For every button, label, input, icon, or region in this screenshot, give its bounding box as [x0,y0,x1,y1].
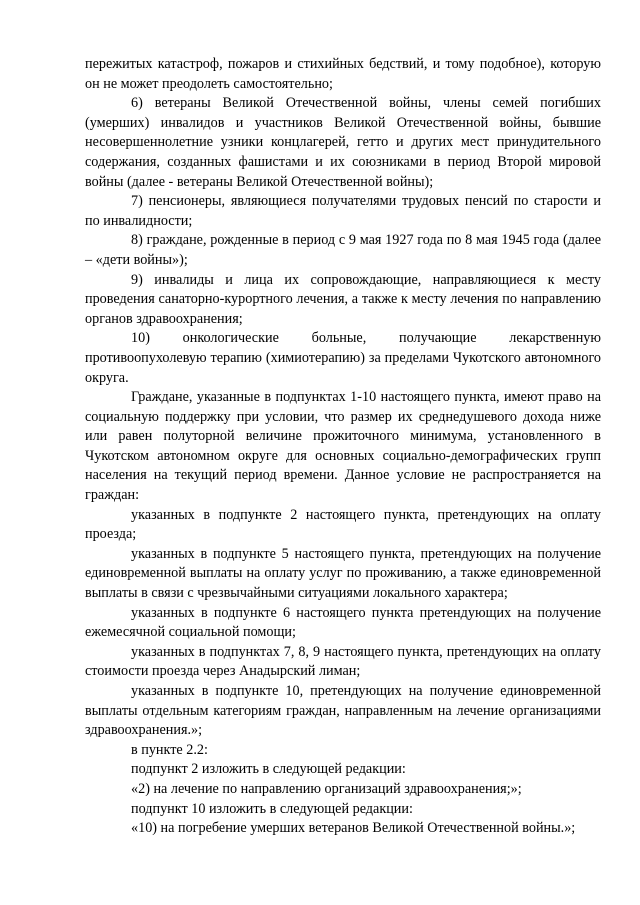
paragraph-6: 10) онкологические больные, получающие лекарственную противоопухолевую терапию (химиотерапию) за пределами Чукотского автономного округа. [85,330,601,386]
paragraph-10: указанных в подпункте 6 настоящего пункта претендующих на получение ежемесячной социальной помощи; [85,604,601,641]
paragraph-2: 6) ветераны Великой Отечественной войны, члены семей погибших (умерших) инвалидов и участников Великой Отечественной войны, бывшие несовершеннолетние узники концлагерей, гетто и других мест принудительного содержания, созданных фашистами и их союзниками в период Второй мировой войны (далее - ветераны Великой Отечественной войны); [85,95,601,190]
paragraph-1: пережитых катастроф, пожаров и стихийных бедствий, и тому подобное), которую он не может преодолеть самостоятельно; [85,56,601,92]
paragraph-13: в пункте 2.2: [131,741,208,758]
paragraph-8: указанных в подпункте 2 настоящего пункта, претендующих на оплату проезда; [85,506,601,543]
paragraph-14: подпункт 2 изложить в следующей редакции: [131,761,406,778]
paragraph-9: указанных в подпункте 5 настоящего пункта, претендующих на получение единовременной выплаты на оплату услуг по проживанию, а также единовременной выплаты в связи с чрезвычайными ситуациями локального характера; [85,545,601,602]
paragraph-16: подпункт 10 изложить в следующей редакции: [131,800,413,817]
paragraph-11: указанных в подпунктах 7, 8, 9 настоящего пункта, претендующих на оплату стоимости проезда через Анадырский лиман; [85,643,601,680]
paragraph-5: 9) инвалиды и лица их сопровождающие, направляющиеся к месту проведения санаторно-курортного лечения, а также к месту лечения по направлению органов здравоохранения; [85,271,601,327]
document-page [85,55,601,839]
paragraph-17: «10) на погребение умерших ветеранов Великой Отечественной войны.»; [131,820,576,837]
paragraph-7: Граждане, указанные в подпунктах 1-10 настоящего пункта, имеют право на социальную поддержку при условии, что размер их среднедушевого дохода ниже или равен полуторной величине прожиточного минимума, установленного в Чукотском автономном округе для основных социально-демографических групп населения на текущий период времени. Данное условие не распространяется на граждан: [85,389,601,504]
paragraph-4: 8) граждане, рожденные в период с 9 мая 1927 года по 8 мая 1945 года (далее – «дети войны»); [85,232,601,268]
paragraph-15: «2) на лечение по направлению организаций здравоохранения;»; [131,780,522,797]
paragraph-12: указанных в подпункте 10, претендующих на получение единовременной выплаты отдельным категориям граждан, направленным на лечение организациями здравоохранения.»; [85,683,601,739]
paragraph-3: 7) пенсионеры, являющиеся получателями трудовых пенсий по старости и по инвалидности; [85,193,601,229]
